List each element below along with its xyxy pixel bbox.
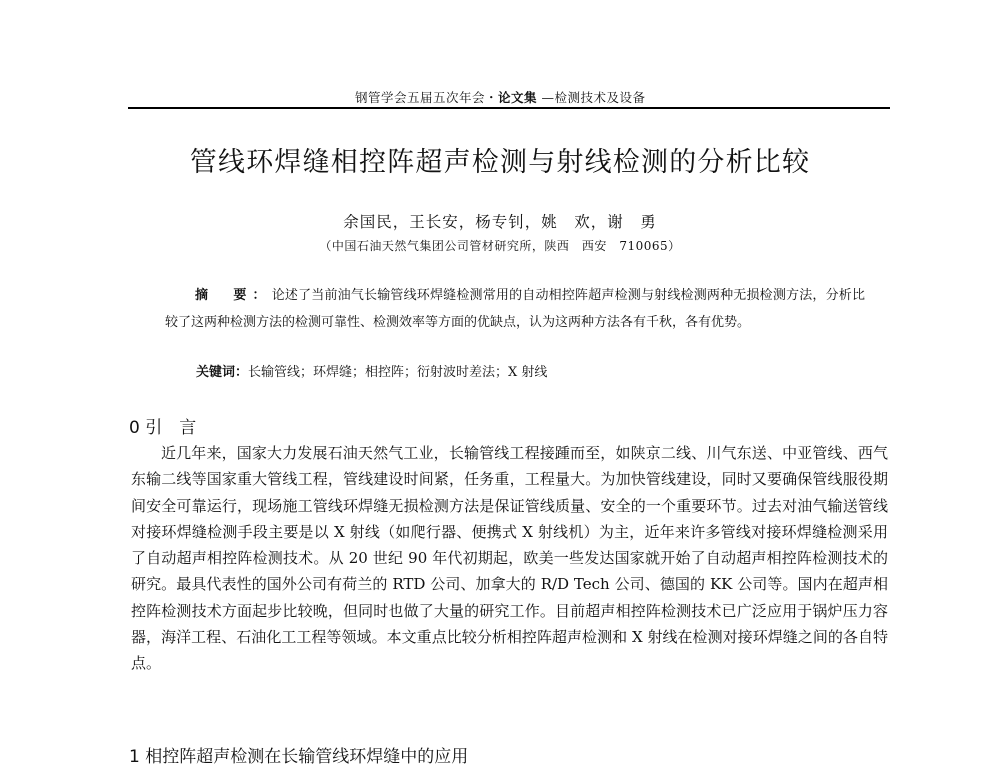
abstract	[165, 282, 865, 336]
paper-title: 管线环焊缝相控阵超声检测与射线检测的分析比较	[189, 147, 811, 178]
section-heading-1: 1 相控阵超声检测在长输管线环焊缝中的应用	[129, 747, 469, 767]
authors: 余国民，王长安，杨专钊，姚 欢，谢 勇	[343, 213, 657, 231]
abstract-label: 摘 要：	[195, 288, 272, 303]
abstract-text: 论述了当前油气长输管线环焊缝检测常用的自动相控阵超声检测与射线检测两种无损检测方法，分析比较了这两种检测方法的检测可靠性、检测效率等方面的优缺点，认为这两种方法各有千秋，各有优势。	[165, 288, 865, 330]
running-header-right: —检测技术及设备	[537, 90, 646, 105]
introduction-paragraph: 近几年来，国家大力发展石油天然气工业，长输管线工程接踵而至，如陕京二线、川气东送、中亚管线、西气东输二线等国家重大管线工程，管线建设时间紧，任务重，工程量大。为加快管线建设，同时又要确保管线服役期间安全可靠运行，现场施工管线环焊缝无损检测方法是保证管线质量、安全的一个重要环节。过去对油气输送管线对接环焊缝检测手段主要是以 X 射线（如爬行器、便携式 X 射线机）为主，近年来许多管线对接环焊缝检测采用了自动超声相控阵检测技术。从 20 世纪 90 年代初期起，欧美一些发达国家就开始了自动超声相控阵检测技术的研究。最具代表性的国外公司有荷兰的 RTD 公司、加拿大的 R/D Tech 公司、德国的 KK 公司等。国内在超声相控阵检测技术方面起步比较晚，但同时也做了大量的研究工作。目前超声相控阵检测技术已广泛应用于锅炉压力容器，海洋工程、石油化工工程等领域。本文重点比较分析相控阵超声检测和 X 射线在检测对接环焊缝之间的各自特点。	[131, 444, 888, 673]
keywords-text: 长输管线；环焊缝；相控阵；衍射波时差法；X 射线	[248, 365, 548, 380]
keywords-label: 关键词：	[196, 365, 249, 380]
affiliation: （中国石油天然气集团公司管材研究所，陕西 西安 710065）	[319, 239, 681, 253]
running-header-left: 钢管学会五届五次年会・	[355, 90, 499, 105]
running-header	[355, 88, 646, 106]
section-heading-introduction: 0 引 言	[129, 418, 197, 438]
keywords	[196, 363, 856, 383]
running-header-bold: 论文集	[498, 90, 538, 105]
header-rule	[128, 107, 890, 109]
